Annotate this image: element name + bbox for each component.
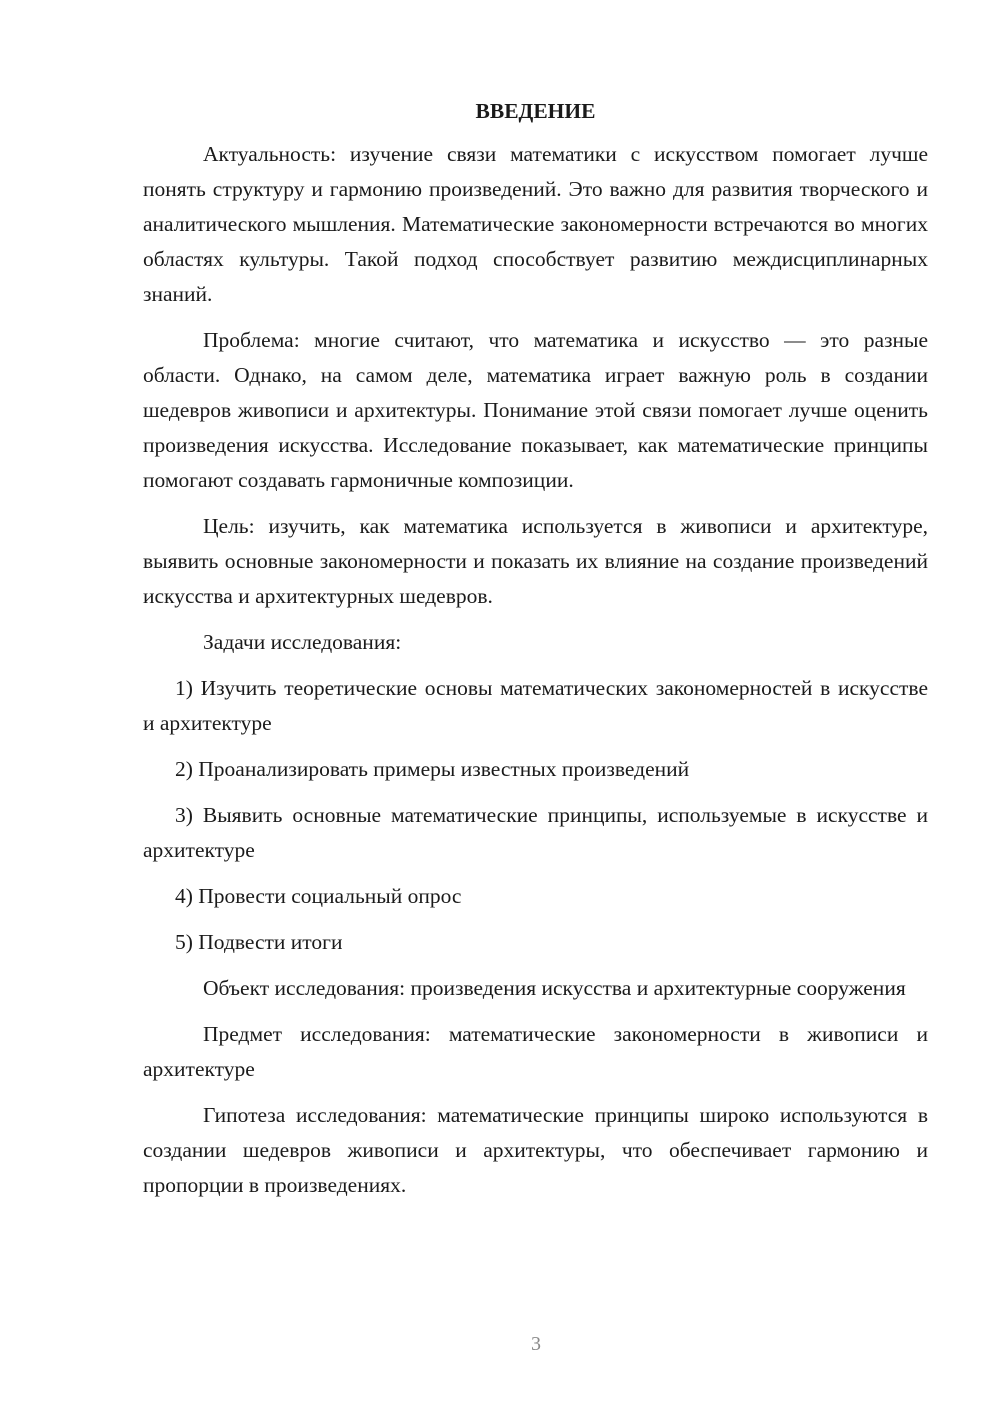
paragraph-relevance: Актуальность: изучение связи математики с искусством помогает лучше понять структуру и гармонию произведений. Это важно для развития творческого и аналитического мышления. Математические закономерности встречаются во многих областях культуры. Такой подход способствует развитию междисциплинарных знаний. <box>143 142 928 306</box>
paragraph-hypothesis: Гипотеза исследования: математические принципы широко используются в создании шедевров живописи и архитектуры, что обеспечивает гармонию и пропорции в произведениях. <box>143 1103 928 1197</box>
paragraph-tasks-heading: Задачи исследования: <box>203 630 402 654</box>
paragraph-goal: Цель: изучить, как математика используется в живописи и архитектуре, выявить основные закономерности и показать их влияние на создание произведений искусства и архитектурных шедевров. <box>143 514 928 608</box>
section-title: ВВЕДЕНИЕ <box>475 99 596 123</box>
task-item: 2) Проанализировать примеры известных произведений <box>175 757 690 781</box>
paragraph-subject: Предмет исследования: математические закономерности в живописи и архитектуре <box>143 1022 928 1081</box>
task-item: 4) Провести социальный опрос <box>175 884 462 908</box>
task-item: 5) Подвести итоги <box>175 930 343 954</box>
task-item: 3) Выявить основные математические принципы, используемые в искусстве и архитектуре <box>143 803 928 862</box>
page-number: 3 <box>531 1333 541 1355</box>
paragraph-object: Объект исследования: произведения искусства и архитектурные сооружения <box>203 976 906 1000</box>
document-body <box>143 95 928 1214</box>
paragraph-problem: Проблема: многие считают, что математика и искусство — это разные области. Однако, на самом деле, математика играет важную роль в создании шедевров живописи и архитектуры. Понимание этой связи помогает лучше оценить произведения искусства. Исследование показывает, как математические принципы помогают создавать гармоничные композиции. <box>143 328 928 492</box>
task-item: 1) Изучить теоретические основы математических закономерностей в искусстве и архитектуре <box>143 676 928 735</box>
